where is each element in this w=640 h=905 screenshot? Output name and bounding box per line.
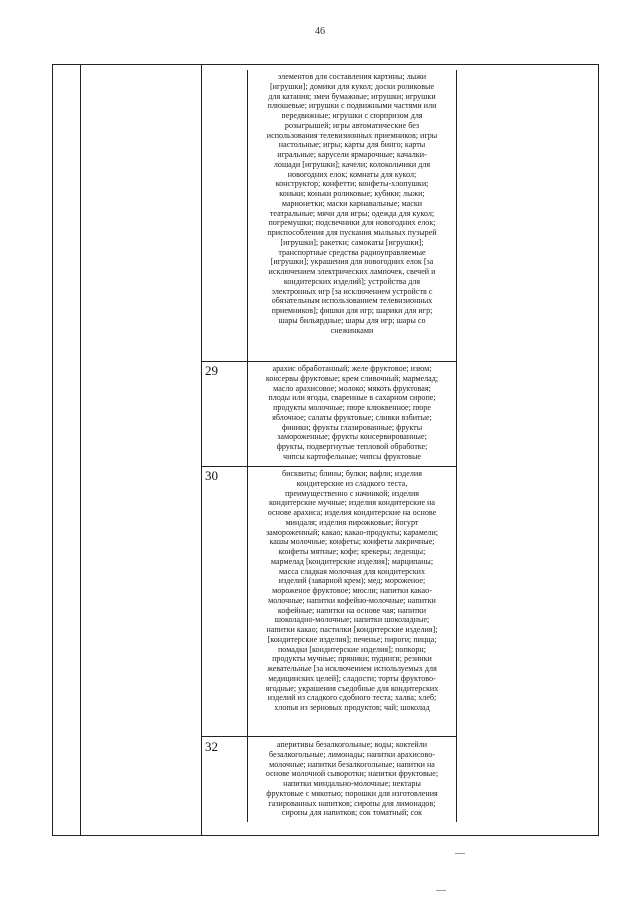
goods-line: использования телевизионных приемников; игры <box>266 130 438 140</box>
goods-line: газированных напитков; сиропы для лимонадов; <box>268 798 436 808</box>
column-divider-4 <box>456 70 457 822</box>
goods-line: приспособления для пускания мыльных пузырей <box>267 228 437 237</box>
class-number: 32 <box>205 739 218 754</box>
goods-line: конструктор; конфетти; конфеты-хлопушки; <box>275 179 429 189</box>
goods-line: [игрушки]; ракетки; самокаты [игрушки]; <box>280 237 424 247</box>
goods-line: масса сладкая молочная для кондитерских <box>278 566 426 576</box>
goods-line: [игрушки]; домики для кукол; доски роликовые <box>269 81 435 91</box>
goods-line: обязательным использованием телевизионных <box>271 296 433 306</box>
table-border-bottom <box>52 835 599 836</box>
goods-line: жевательные [за исключением используемых для <box>267 664 437 673</box>
goods-line: миндаля; изделия пирожковые; йогурт <box>285 517 419 527</box>
goods-line: исключением электрических лампочек, свечей и <box>268 267 436 276</box>
goods-list <box>251 364 453 462</box>
goods-line: ягодные; украшения съедобные для кондитерских <box>265 683 439 693</box>
goods-line: бисквиты; блины; булки; вафли; изделия <box>282 469 422 478</box>
row-divider-30 <box>201 466 457 467</box>
goods-line: приемников]; фишки для игр; шарики для игр; <box>271 306 433 315</box>
goods-line: транспортные средства радиоуправляемые <box>278 247 426 257</box>
goods-line: кашы молочные; конфеты; конфеты лакричные; <box>269 537 435 547</box>
goods-line: напитки миндально-молочные; нектары <box>283 779 421 788</box>
goods-line: молочные; напитки кофейно-молочные; напитки <box>268 595 436 605</box>
goods-line: яблочное; салаты фруктовые; сливки взбитые; <box>272 412 432 422</box>
goods-line: молочные; напитки безалкогольные; напитки на <box>269 759 435 769</box>
goods-line: изделий из сладкого сдобного теста; халва; хлеб; <box>267 693 437 703</box>
goods-line: мармелад [кондитерские изделия]; марципаны; <box>270 556 434 566</box>
goods-line: игральные; карусели ярмарочные; качалки- <box>277 150 427 159</box>
goods-line: розыгрышей; игры автоматические без <box>284 120 420 130</box>
goods-list <box>251 740 453 818</box>
row-divider-32 <box>201 736 457 737</box>
goods-line: новогодних елок; комнаты для кукол; <box>287 169 417 179</box>
goods-line: консервы фруктовые; крем сливочный; мармелад; <box>265 373 439 383</box>
goods-line: передвижные; игрушки с сюрпризом для <box>281 111 423 120</box>
goods-line: конфеты мятные; кофе; крекеры; леденцы; <box>278 547 426 556</box>
goods-line: плюшевые; игрушки с подвижными частями или <box>267 101 437 111</box>
goods-line: кондитерские из сладкого теста, <box>296 478 408 488</box>
goods-line: [игрушки]; украшения для новогодних елок [за <box>270 257 434 267</box>
goods-line: коньки; коньки роликовые; кубики; лыжи; <box>279 189 425 198</box>
goods-line: безалкогольные; лимонады; напитки арахисово- <box>269 749 435 759</box>
page-number: 46 <box>315 26 325 37</box>
goods-line: замороженные; фрукты консервированные; <box>277 432 427 442</box>
goods-line: замороженный; какао; какао-продукты; карамели; <box>265 527 439 537</box>
goods-line: преимущественно с начинкой; изделия <box>284 488 420 498</box>
goods-line: элементов для составления картины; лыжи <box>277 72 427 81</box>
goods-line: электронных игр [за исключением устройств с <box>271 286 433 296</box>
goods-line: плоды или ягоды, сваренные в сахарном сиропе; <box>268 393 436 403</box>
goods-line: для катания; змеи бумажные; игрушки; игрушки <box>268 91 436 101</box>
goods-line: шары бильярдные; шары для игр; шары со <box>278 315 426 325</box>
table-border-right <box>598 64 599 836</box>
goods-line: сиропы для напитков; сок томатный; сок <box>281 808 423 818</box>
goods-line: продукты мучные; пряники; пудинги; резинки <box>272 654 432 664</box>
column-divider-1 <box>80 64 81 836</box>
goods-line: арахис обработанный; желе фруктовое; изюм; <box>272 364 432 373</box>
goods-line: снежинками <box>330 325 374 335</box>
goods-line: шоколадно-молочные; напитки шоколадные; <box>274 615 430 625</box>
goods-line: напитки какао; пастилки [кондитерские изделия]; <box>266 625 438 634</box>
table-border-top <box>52 64 599 65</box>
goods-line: фрукты, подвергнутые тепловой обработке; <box>276 442 428 451</box>
goods-line: мороженое фруктовое; мюсли; напитки какао- <box>272 586 432 595</box>
scan-mark <box>455 853 465 854</box>
goods-line: масло арахисовое; молоко; мякоть фруктовая; <box>273 383 431 393</box>
class-number: 30 <box>205 468 218 483</box>
goods-list <box>251 469 453 713</box>
column-divider-2 <box>201 64 202 836</box>
scan-mark <box>436 890 446 891</box>
goods-line: театральные; мячи для игры; одежда для кукол; <box>269 208 435 218</box>
goods-line: основе арахиса; изделия кондитерские на основе <box>267 508 437 517</box>
goods-line: кофейные; напитки на основе чая; напитки <box>277 605 427 615</box>
goods-line: лошади [игрушки]; качели; колокольчики для <box>273 159 431 169</box>
goods-line: чипсы картофельные; чипсы фруктовые <box>283 451 421 461</box>
goods-line: [кондитерские изделия]; печенье; пироги; пицца; <box>267 634 437 644</box>
row-divider-29 <box>201 361 457 362</box>
table-border-left <box>52 64 53 836</box>
goods-line: хлопья из зерновых продуктов; чай; шоколад <box>274 703 430 712</box>
goods-line: фруктовые с мякотью; порошки для изготовления <box>266 788 438 798</box>
goods-line: аперитивы безалкогольные; воды; коктейли <box>276 740 428 749</box>
goods-line: продукты молочные; пюре клюквенное; пюре <box>273 403 431 412</box>
goods-line: помадки [кондитерские изделия]; попкорн; <box>277 644 427 654</box>
goods-line: изделий (заварной крем); мед; мороженое; <box>278 576 426 586</box>
goods-line: кондитерские мучные; изделия кондитерские на <box>268 498 435 508</box>
goods-line: финики; фрукты глазированные; фрукты <box>281 422 423 432</box>
class-number: 29 <box>205 363 218 378</box>
goods-line: марионетки; маски карнавальные; маски <box>281 198 423 208</box>
column-divider-3 <box>247 70 248 822</box>
goods-line: медицинских целей]; сладости; торты фруктово- <box>268 673 436 683</box>
goods-line: погремушки; подсвечники для новогодних елок; <box>268 218 436 228</box>
goods-list <box>251 72 453 335</box>
goods-line: настольные; игры; карты для бинго; карты <box>278 140 426 150</box>
goods-line: основе молочной сыворотки; напитки фруктовые; <box>265 769 439 779</box>
goods-line: кондитерских изделий]; устройства для <box>283 276 421 286</box>
